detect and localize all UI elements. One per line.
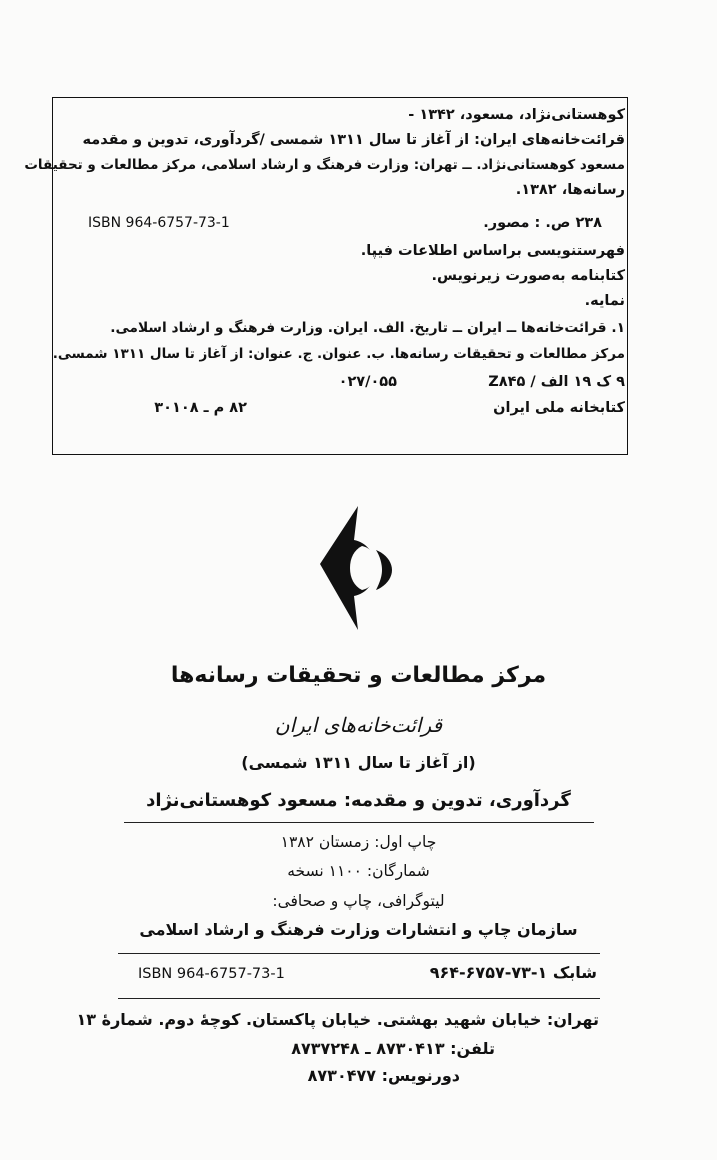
publisher-address: تهران: خیابان شهید بهشتی. خیابان پاکستان. کوچهٔ دوم. شمارهٔ ۱۳ xyxy=(76,1010,599,1029)
cip-date-line: رسانه‌ها، ۱۳۸۲. xyxy=(515,182,625,198)
cip-publisher-line: مسعود کوهستانی‌نژاد. ــ تهران: وزارت فرهنگ و ارشاد اسلامی، مرکز مطالعات و تحقیقات xyxy=(24,157,625,173)
divider-middle xyxy=(118,953,600,954)
shabak-number: شابک ۱-۷۳-۶۷۵۷-۹۶۴ xyxy=(429,963,597,982)
divider-top xyxy=(124,822,594,823)
book-subtitle: (از آغاز تا سال ۱۳۱۱ شمسی) xyxy=(241,753,476,772)
publisher-name: مرکز مطالعات و تحقیقات رسانه‌ها xyxy=(170,663,547,688)
cip-author: کوهستانی‌نژاد، مسعود، ۱۳۴۲ - xyxy=(408,107,625,123)
book-title: قرائت‌خانه‌های ایران xyxy=(274,713,443,737)
cip-fipa-note: فهرستنویسی براساس اطلاعات فیپا. xyxy=(360,243,625,259)
cip-title-line: قرائت‌خانه‌های ایران: از آغاز تا سال ۱۳۱۱ شمسی /گردآوری، تدوین و مقدمه xyxy=(82,132,625,148)
cip-subjects-cont: مرکز مطالعات و تحقیقات رسانه‌ها. ب. عنوان. ج. عنوان: از آغاز تا سال ۱۳۱۱ شمسی. xyxy=(52,346,625,362)
cip-record-number: ۸۲ م ـ ۳۰۱۰۸ xyxy=(154,400,247,416)
divider-bottom xyxy=(118,998,600,999)
cip-dewey-number: ۰۲۷/۰۵۵ xyxy=(338,374,397,390)
printing-label: لیتوگرافی، چاپ و صحافی: xyxy=(272,892,445,910)
isbn-number: ISBN 964-6757-73-1 xyxy=(138,966,285,982)
print-edition: چاپ اول: زمستان ۱۳۸۲ xyxy=(280,833,437,851)
print-run: شمارگان: ۱۱۰۰ نسخه xyxy=(287,862,430,880)
cip-national-library: کتابخانه ملی ایران xyxy=(493,400,625,416)
compiler-credit: گردآوری، تدوین و مقدمه: مسعود کوهستانی‌نژاد xyxy=(146,790,571,811)
cip-index-note: نمایه. xyxy=(584,293,625,309)
cip-isbn: ISBN 964-6757-73-1 xyxy=(88,215,230,231)
cip-lc-call-number: ۹ ک ۱۹ الف / Z۸۴۵ xyxy=(488,374,625,390)
publisher-phone: تلفن: ۸۷۳۰۴۱۳ ـ ۸۷۳۷۲۴۸ xyxy=(291,1039,495,1058)
printer-name: سازمان چاپ و انتشارات وزارت فرهنگ و ارشاد اسلامی xyxy=(139,920,578,939)
cip-bibliography-note: کتابنامه به‌صورت زیرنویس. xyxy=(431,268,625,284)
cip-pages: ۲۳۸ ص. : مصور. xyxy=(483,215,602,231)
cip-subjects: ۱. قرائت‌خانه‌ها ــ ایران ــ تاریخ. الف. ایران. وزارت فرهنگ و ارشاد اسلامی. xyxy=(110,320,625,336)
publisher-fax: دورنویس: ۸۷۳۰۴۷۷ xyxy=(307,1066,460,1085)
publisher-logo-icon xyxy=(316,506,396,630)
